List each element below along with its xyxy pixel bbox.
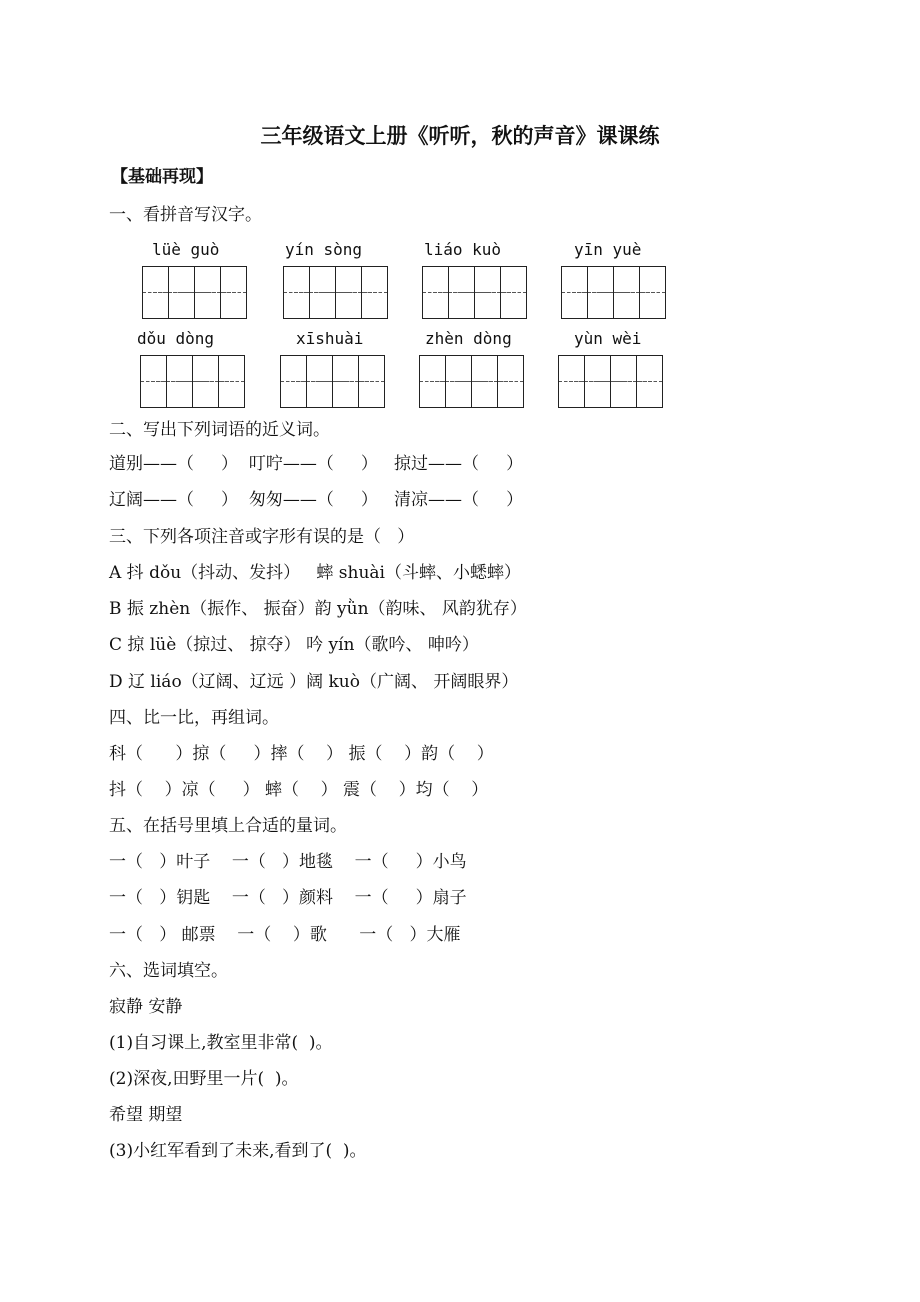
q3-option-c: C 掠 lüè（掠过、 掠夺） 吟 yín（歌吟、 呻吟）: [109, 635, 479, 655]
writing-grid[interactable]: [422, 266, 527, 319]
q3-option-b: B 振 zhèn（振作、 振奋）韵 yǜn（韵味、 风韵犹存）: [109, 599, 527, 619]
q2-heading: 二、写出下列词语的近义词。: [109, 420, 330, 440]
q5-heading: 五、在括号里填上合适的量词。: [109, 816, 347, 836]
q6-sentence-1: (1)自习课上,教室里非常( )。: [109, 1033, 333, 1053]
q1-heading: 一、看拼音写汉字。: [109, 205, 262, 225]
pinyin-yun-wei: yùn wèi: [574, 329, 642, 348]
writing-grid[interactable]: [142, 266, 247, 319]
pinyin-yin-song: yín sòng: [285, 240, 363, 259]
q2-line-2: 辽阔——（ ） 匆匆——（ ） 清凉——（ ）: [109, 490, 524, 510]
q6-words-2: 希望 期望: [109, 1105, 183, 1125]
q5-line-3: 一（ ） 邮票 一（ ）歌 一（ ）大雁: [109, 925, 461, 945]
q3-option-d: D 辽 liáo（辽阔、辽远 ）阔 kuò（广阔、 开阔眼界）: [109, 672, 519, 692]
pinyin-liao-kuo: liáo kuò: [424, 240, 502, 259]
section-header: 【基础再现】: [111, 167, 213, 187]
q6-words-1: 寂静 安静: [109, 997, 183, 1017]
pinyin-dou-dong: dǒu dòng: [137, 329, 215, 348]
pinyin-lue-guo: lüè guò: [152, 240, 220, 259]
q6-heading: 六、选词填空。: [109, 961, 228, 981]
writing-grid[interactable]: [140, 355, 245, 408]
writing-grid[interactable]: [283, 266, 388, 319]
writing-grid[interactable]: [280, 355, 385, 408]
page-title: 三年级语文上册《听听，秋的声音》课课练: [260, 123, 660, 148]
pinyin-yin-yue: yīn yuè: [574, 240, 642, 259]
q6-sentence-2: (2)深夜,田野里一片( )。: [109, 1069, 299, 1089]
q3-heading: 三、下列各项注音或字形有误的是（ ）: [109, 527, 415, 547]
writing-grid[interactable]: [561, 266, 666, 319]
writing-grid[interactable]: [558, 355, 663, 408]
pinyin-xishuai: xīshuài: [296, 329, 364, 348]
q5-line-1: 一（ ）叶子 一（ ）地毯 一（ ）小鸟: [109, 852, 467, 872]
q4-line-1: 科（ ）掠（ ）摔（ ） 振（ ）韵（ ）: [109, 744, 494, 764]
q4-line-2: 抖（ ）凉（ ） 蟀（ ） 震（ ）均（ ）: [109, 780, 489, 800]
q3-option-a: A 抖 dǒu（抖动、发抖） 蟀 shuài（斗蟀、小蟋蟀）: [109, 563, 521, 583]
pinyin-zhen-dong: zhèn dòng: [425, 329, 512, 348]
q2-line-1: 道别——（ ） 叮咛——（ ） 掠过——（ ）: [109, 454, 524, 474]
q4-heading: 四、比一比，再组词。: [109, 708, 279, 728]
writing-grid[interactable]: [419, 355, 524, 408]
q5-line-2: 一（ ）钥匙 一（ ）颜料 一（ ）扇子: [109, 888, 467, 908]
q6-sentence-3: (3)小红军看到了未来,看到了( )。: [109, 1141, 367, 1161]
